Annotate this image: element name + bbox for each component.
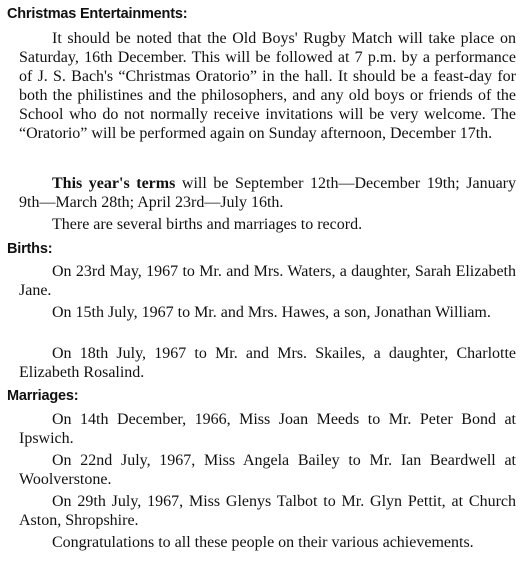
marriage-entry: On 14th December, 1966, Miss Joan Meeds to Mr. Peter Bond at Ipswich.	[19, 411, 516, 447]
closing-congratulations: Congratulations to all these people on their various achievements.	[52, 534, 474, 551]
births-heading: Births:	[7, 241, 53, 257]
marriage-entry: On 22nd July, 1967, Miss Angela Bailey to Mr. Ian Beardwell at Woolverstone.	[19, 452, 516, 488]
birth-entry: On 23rd May, 1967 to Mr. and Mrs. Waters, a daughter, Sarah Elizabeth Jane.	[19, 263, 516, 299]
terms-paragraph	[19, 174, 516, 212]
christmas-entertainments-paragraph: It should be noted that the Old Boys' Rugby Match will take place on Saturday, 16th December. This will be followed at 7 p.m. by a performance of J. S. Bach's “Christmas Oratorio” in the hall. It should be a feast-day for both the philistines and the philosophers, and any old boys or friends of the School who do not normally receive invitations will be very welcome. The “Oratorio” will be performed again on Sunday afternoon, December 17th.	[19, 30, 516, 142]
birth-entry: On 15th July, 1967 to Mr. and Mrs. Hawes, a son, Jonathan William.	[52, 304, 491, 321]
terms-lead: This year's terms	[52, 175, 176, 192]
marriages-heading: Marriages:	[7, 388, 79, 404]
christmas-entertainments-heading: Christmas Entertainments:	[7, 6, 188, 22]
birth-entry: On 18th July, 1967 to Mr. and Mrs. Skailes, a daughter, Charlotte Elizabeth Rosalind.	[19, 345, 516, 381]
births-marriages-intro: There are several births and marriages to record.	[52, 216, 363, 233]
marriage-entry: On 29th July, 1967, Miss Glenys Talbot to Mr. Glyn Pettit, at Church Aston, Shropshire.	[19, 493, 516, 529]
terms-dates: will be September 12th—December 19th; January 9th—March 28th; April 23rd—July 16th.	[19, 175, 516, 211]
